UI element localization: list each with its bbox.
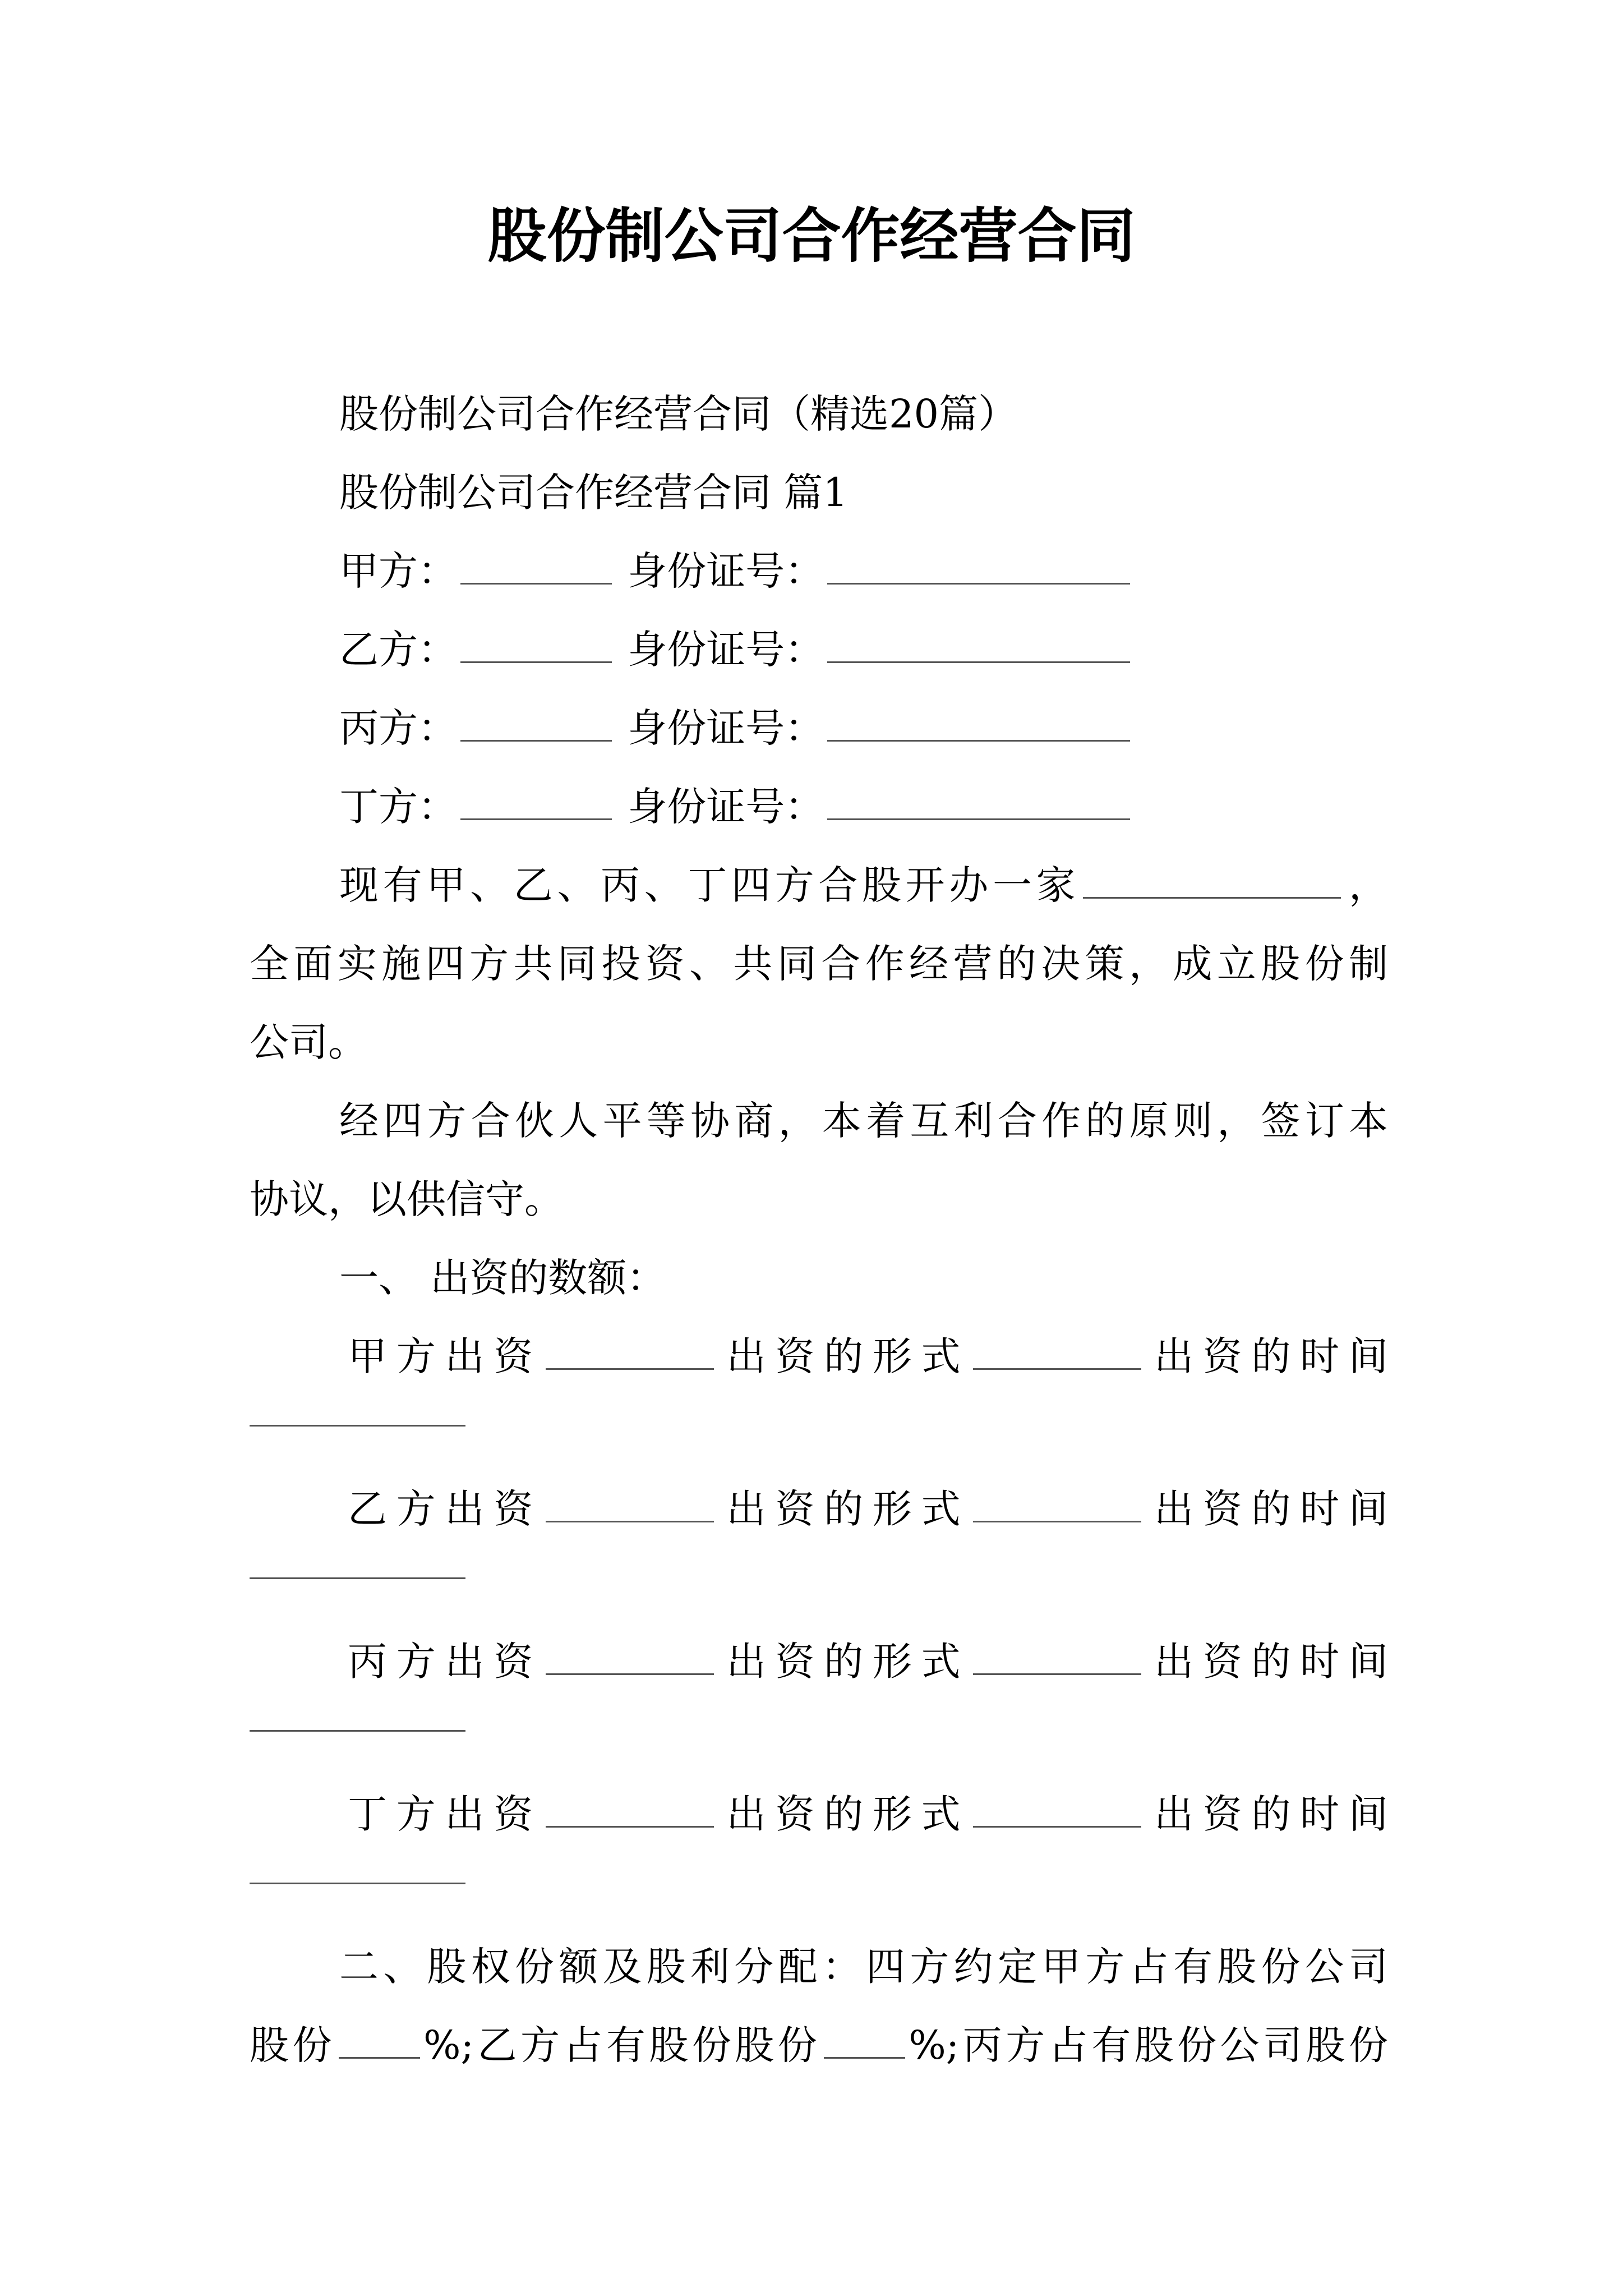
id-label: 身份证号： bbox=[628, 548, 824, 594]
party-name-blank bbox=[460, 622, 612, 663]
id-number-blank bbox=[827, 622, 1130, 663]
capital-row-ding bbox=[348, 1775, 1388, 1853]
intro-comma: ， bbox=[1344, 862, 1388, 908]
capital-time-label: 出资的时间 bbox=[1145, 1486, 1388, 1532]
party-label: 甲方： bbox=[339, 548, 457, 594]
article-heading: 股份制公司合作经营合同 篇1 bbox=[339, 470, 848, 516]
capital-form-blank bbox=[973, 1329, 1141, 1370]
capital-row-jia bbox=[348, 1317, 1388, 1396]
capital-time-blank bbox=[250, 1883, 465, 1884]
id-label: 身份证号： bbox=[628, 705, 824, 751]
capital-party-label: 甲方出资 bbox=[348, 1333, 542, 1379]
share-label-b: %;乙方占有股份股份 bbox=[423, 2022, 821, 2068]
intro-line-2: 全面实施四方共同投资、共同合作经营的决策，成立股份制 bbox=[250, 941, 1388, 987]
party-name-blank bbox=[460, 779, 612, 820]
party-row-bing bbox=[339, 689, 1478, 767]
capital-form-blank bbox=[973, 1787, 1141, 1828]
capital-form-label: 出资的形式 bbox=[717, 1639, 970, 1685]
company-name-blank bbox=[1083, 858, 1341, 899]
document-title: 股份制公司合作经营合同 bbox=[487, 201, 1136, 270]
party-name-blank bbox=[460, 544, 612, 585]
capital-time-blank bbox=[250, 1730, 465, 1732]
section-1-heading: 一、 出资的数额： bbox=[339, 1255, 666, 1301]
capital-form-blank bbox=[973, 1634, 1141, 1675]
capital-amount-blank bbox=[546, 1634, 714, 1675]
share-percent-blank bbox=[824, 2018, 905, 2059]
capital-form-label: 出资的形式 bbox=[717, 1486, 970, 1532]
capital-row-bing bbox=[348, 1622, 1388, 1701]
capital-party-label: 乙方出资 bbox=[348, 1486, 542, 1532]
capital-time-blank bbox=[250, 1425, 465, 1427]
party-row-ding bbox=[339, 767, 1478, 846]
party-row-jia bbox=[339, 532, 1478, 610]
capital-party-label: 丁方出资 bbox=[348, 1791, 542, 1837]
negotiation-line-2: 协议，以供信守。 bbox=[250, 1176, 564, 1222]
capital-amount-blank bbox=[546, 1329, 714, 1370]
id-number-blank bbox=[827, 779, 1130, 820]
intro-text: 现有甲、乙、丙、丁四方合股开办一家 bbox=[339, 862, 1080, 908]
party-name-blank bbox=[460, 701, 612, 742]
id-number-blank bbox=[827, 701, 1130, 742]
share-label-a: 股份 bbox=[250, 2022, 335, 2068]
party-label: 丁方： bbox=[339, 784, 457, 830]
capital-form-label: 出资的形式 bbox=[717, 1791, 970, 1837]
capital-party-label: 丙方出资 bbox=[348, 1639, 542, 1685]
party-label: 乙方： bbox=[339, 627, 457, 673]
capital-time-blank bbox=[250, 1577, 465, 1579]
capital-amount-blank bbox=[546, 1787, 714, 1828]
document-subtitle: 股份制公司合作经营合同（精选20篇） bbox=[339, 391, 1018, 437]
capital-amount-blank bbox=[546, 1481, 714, 1522]
id-number-blank bbox=[827, 544, 1130, 585]
capital-time-label: 出资的时间 bbox=[1145, 1791, 1388, 1837]
intro-line-1 bbox=[339, 846, 1388, 924]
capital-row-yi bbox=[348, 1470, 1388, 1548]
negotiation-line-1: 经四方合伙人平等协商，本着互利合作的原则，签订本 bbox=[339, 1098, 1388, 1144]
section-2-line-2 bbox=[250, 2006, 1388, 2085]
id-label: 身份证号： bbox=[628, 784, 824, 830]
capital-time-label: 出资的时间 bbox=[1145, 1639, 1388, 1685]
intro-line-3: 公司。 bbox=[250, 1019, 367, 1065]
share-percent-blank bbox=[339, 2018, 420, 2059]
capital-form-blank bbox=[973, 1481, 1141, 1522]
party-row-yi bbox=[339, 610, 1478, 689]
id-label: 身份证号： bbox=[628, 627, 824, 673]
section-2-line-1: 二、股权份额及股利分配：四方约定甲方占有股份公司 bbox=[339, 1944, 1388, 1990]
party-label: 丙方： bbox=[339, 705, 457, 751]
capital-time-label: 出资的时间 bbox=[1145, 1333, 1388, 1379]
share-label-c: %;丙方占有股份公司股份 bbox=[909, 2022, 1388, 2068]
capital-form-label: 出资的形式 bbox=[717, 1333, 970, 1379]
